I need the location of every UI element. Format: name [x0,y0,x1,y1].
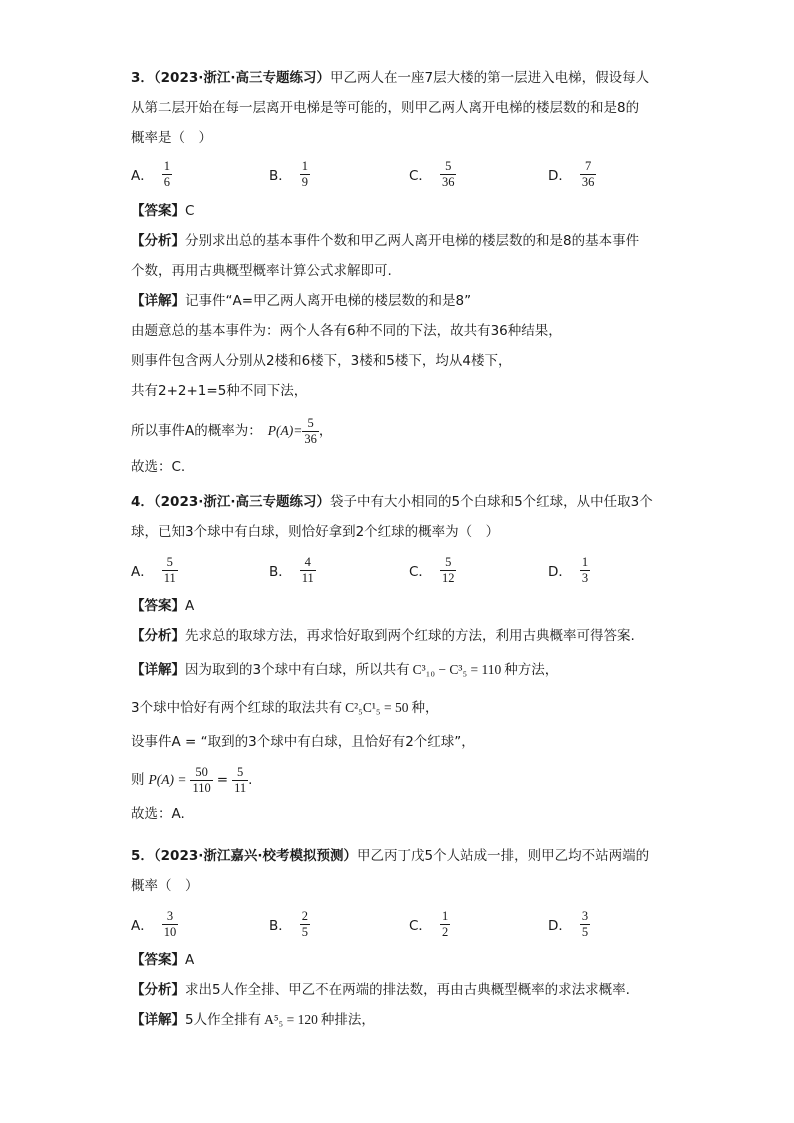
q3-detail-line2: 由题意总的基本事件为：两个人各有6种不同的下法，故共有36种结果， [131,323,562,339]
q3-analysis-line1: 分别求出总的基本事件个数和甲乙两人离开电梯的楼层数的和是8的基本事件 [185,233,640,249]
q4-answer-tag: 【答案】 [131,598,185,614]
q3-option-a[interactable]: A． $\frac{1}{6}$ [131,158,170,189]
fraction: $\frac{50}{110}$ [192,764,211,795]
q3-answer-tag: 【答案】 [131,203,185,219]
q4-source: （2023·浙江·高三专题练习） [153,494,330,510]
q3-detail-line4: 共有2+2+1=5种不同下法， [131,383,308,399]
q4-detail-tag: 【详解】 [131,662,185,678]
q4-detail-line3: 设事件A = “取到的3个球中有白球，且恰好有2个红球”， [131,734,475,750]
q4-option-b[interactable]: B． $\frac{4}{11}$ [269,554,314,585]
q4-stem-line1: 袋子中有大小相同的5个白球和5个红球，从中任取3个 [330,494,653,510]
fraction: $\frac{1}{2}$ [441,908,449,939]
q4-options [131,550,671,590]
fraction: $\frac{1}{9}$ [301,158,309,189]
q5-answer: A [185,952,195,968]
fraction: $\frac{1}{3}$ [581,554,589,585]
q4-option-d[interactable]: D． $\frac{1}{3}$ [548,554,589,585]
q3-detail-line3: 则事件包含两人分别从2楼和6楼下，3楼和5楼下，均从4楼下， [131,353,512,369]
q3-source: （2023·浙江·高三专题练习） [153,70,330,86]
q5-option-b[interactable]: B． $\frac{2}{5}$ [269,908,309,939]
q5-option-d[interactable]: D． $\frac{3}{5}$ [548,908,589,939]
q5-stem-line2: 概率（ ） [131,878,199,894]
q5-option-a[interactable]: A． $\frac{3}{10}$ [131,908,177,939]
q5-analysis-line1: 求出5人作全排、甲乙不在两端的排法数，再由古典概型概率的求法求概率. [185,982,630,998]
q3-stem-line1: 甲乙两人在一座7层大楼的第一层进入电梯，假设每人 [330,70,650,86]
q3-answer: C [185,203,195,219]
q5-stem [131,846,671,896]
q3-options [131,154,671,194]
q4-number: 4． [131,494,154,510]
q5-answer-tag: 【答案】 [131,952,185,968]
q5-solution [131,950,671,1030]
q4-answer: A [185,598,195,614]
q3-stem-line3: 概率是（ ） [131,130,212,146]
q3-option-d[interactable]: D． $\frac{7}{36}$ [548,158,595,189]
fraction: $\frac{5}{11}$ [234,764,247,795]
q4-detail-line2: 3个球中恰好有两个红球的取法共有 C²₅C¹₅ = 50 种， [131,700,439,716]
fraction: $\frac{3}{5}$ [581,908,589,939]
q5-source: （2023·浙江嘉兴·校考模拟预测） [153,848,357,864]
q5-detail-tag: 【详解】 [131,1012,185,1028]
q3-option-c[interactable]: C． $\frac{5}{36}$ [409,158,455,189]
q3-conclusion: 故选：C. [131,459,186,475]
fraction: $\frac{7}{36}$ [581,158,595,189]
q3-detail-line1: 记事件“A=甲乙两人离开电梯的楼层数的和是8” [185,293,472,309]
fraction: $\frac{5}{11}$ [163,554,176,585]
q3-solution [131,201,671,477]
q4-stem-line2: 球，已知3个球中有白球，则恰好拿到2个红球的概率为（ ） [131,524,500,540]
q4-analysis-line1: 先求总的取球方法，再求恰好取到两个红球的方法，利用古典概率可得答案. [185,628,635,644]
q3-number: 3． [131,70,154,86]
q5-options [131,904,671,944]
q4-conclusion: 故选：A. [131,806,185,822]
fraction: $\frac{2}{5}$ [301,908,309,939]
q5-detail-line1: 【详解】5人作全排有 A⁵₅ = 120 种排法， [131,1012,375,1028]
q4-analysis-tag: 【分析】 [131,628,185,644]
q5-stem-line1: 甲乙丙丁戊5个人站成一排，则甲乙均不站两端的 [357,848,650,864]
q3-analysis-tag: 【分析】 [131,233,185,249]
q3-stem-line2: 从第二层开始在每一层离开电梯是等可能的，则甲乙两人离开电梯的楼层数的和是8的 [131,100,640,116]
q3-stem [131,68,671,148]
q4-option-a[interactable]: A． $\frac{5}{11}$ [131,554,176,585]
q4-solution [131,596,671,824]
fraction: $\frac{5}{12}$ [441,554,455,585]
q3-analysis-line2: 个数，再用古典概型概率计算公式求解即可. [131,263,392,279]
q5-number: 5． [131,848,154,864]
q5-analysis-tag: 【分析】 [131,982,185,998]
q4-option-c[interactable]: C． $\frac{5}{12}$ [409,554,455,585]
fraction: $\frac{5}{36}$ [304,415,317,446]
fraction: $\frac{4}{11}$ [301,554,314,585]
fraction: $\frac{1}{6}$ [163,158,170,189]
q4-stem [131,492,671,542]
q4-detail-line1: 【详解】因为取到的3个球中有白球，所以共有 C³₁₀ − C³₅ = 110 种方法， [131,662,559,678]
q3-option-b[interactable]: B． $\frac{1}{9}$ [269,158,309,189]
q3-detail-tag: 【详解】 [131,293,185,309]
q5-option-c[interactable]: C． $\frac{1}{2}$ [409,908,449,939]
fraction: $\frac{5}{36}$ [441,158,455,189]
q4-detail-line4: 则 P(A) = $\frac{50}{110}$ = $\frac{5}{11}$ . [131,764,253,795]
q3-detail-line5: 所以事件A的概率为： P(A)= $\frac{5}{36}$ ， [131,415,333,446]
fraction: $\frac{3}{10}$ [163,908,177,939]
